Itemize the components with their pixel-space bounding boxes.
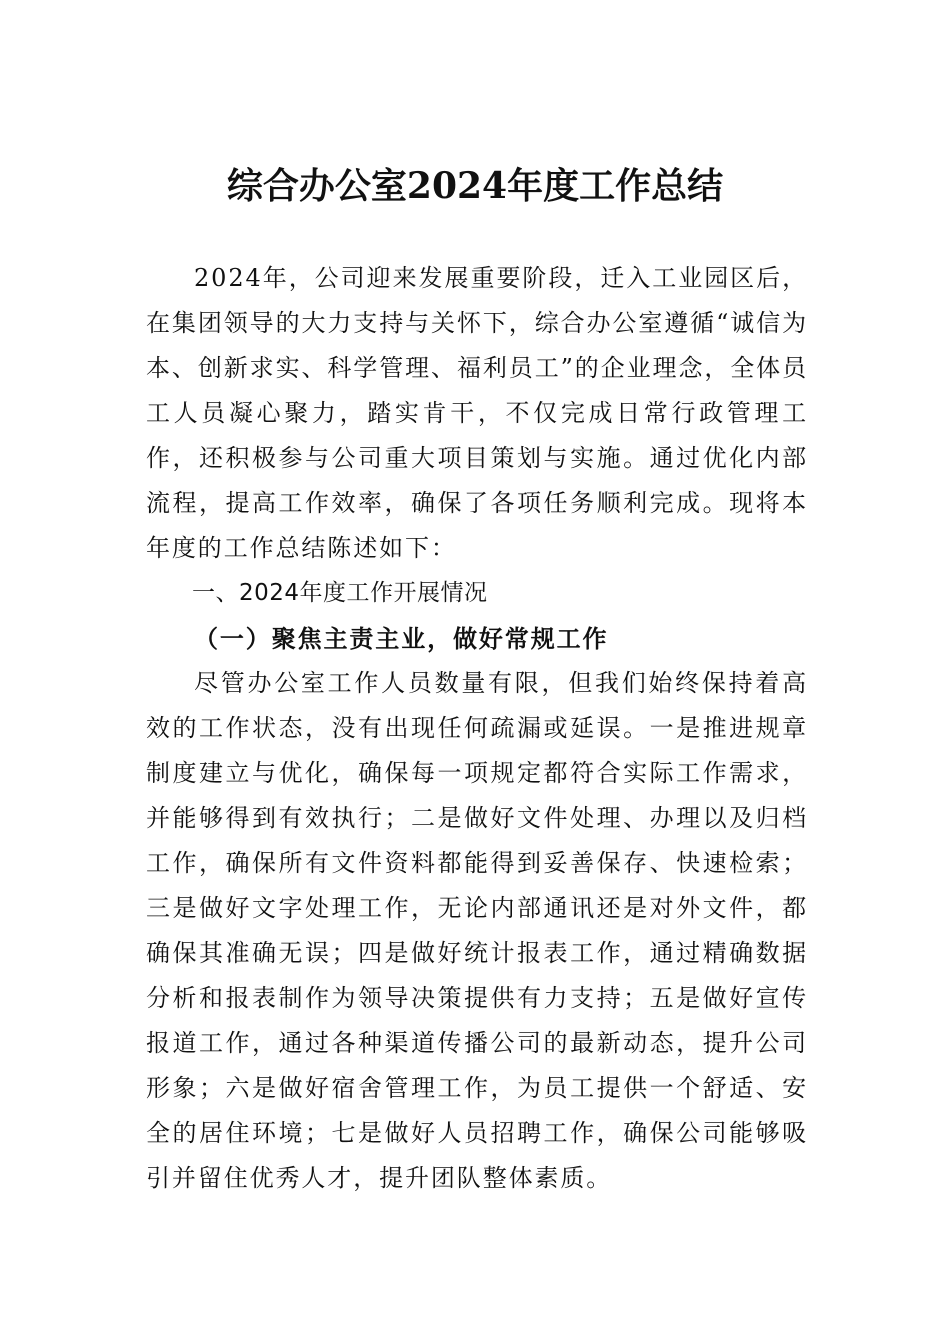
subsection-paragraph: 尽管办公室工作人员数量有限，但我们始终保持着高效的工作状态，没有出现任何疏漏或延误。一是推进规章制度建立与优化，确保每一项规定都符合实际工作需求，并能够得到有效执行；二是做好文件处理、办理以及归档工作，确保所有文件资料都能得到妥善保存、快速检索；三是做好文字处理工作，无论内部通讯还是对外文件，都确保其准确无误；四是做好统计报表工作，通过精确数据分析和报表制作为领导决策提供有力支持；五是做好宣传报道工作，通过各种渠道传播公司的最新动态，提升公司形象；六是做好宿舍管理工作，为员工提供一个舒适、安全的居住环境；七是做好人员招聘工作，确保公司能够吸引并留住优秀人才，提升团队整体素质。 — [146, 669, 808, 1192]
document-title: 综合办公室2024年度工作总结 — [226, 165, 724, 207]
intro-paragraph: 2024年，公司迎来发展重要阶段，迁入工业园区后，在集团领导的大力支持与关怀下，综合办公室遵循“诚信为本、创新求实、科学管理、福利员工”的企业理念，全体员工人员凝心聚力，踏实肯干，不仅完成日常行政管理工作，还积极参与公司重大项目策划与实施。通过优化内部流程，提高工作效率，确保了各项任务顺利完成。现将本年度的工作总结陈述如下： — [146, 264, 808, 562]
section-heading: 一、2024年度工作开展情况 — [192, 580, 488, 606]
document-body — [146, 256, 808, 1201]
subsection-heading: （一）聚焦主责主业，做好常规工作 — [194, 624, 609, 653]
